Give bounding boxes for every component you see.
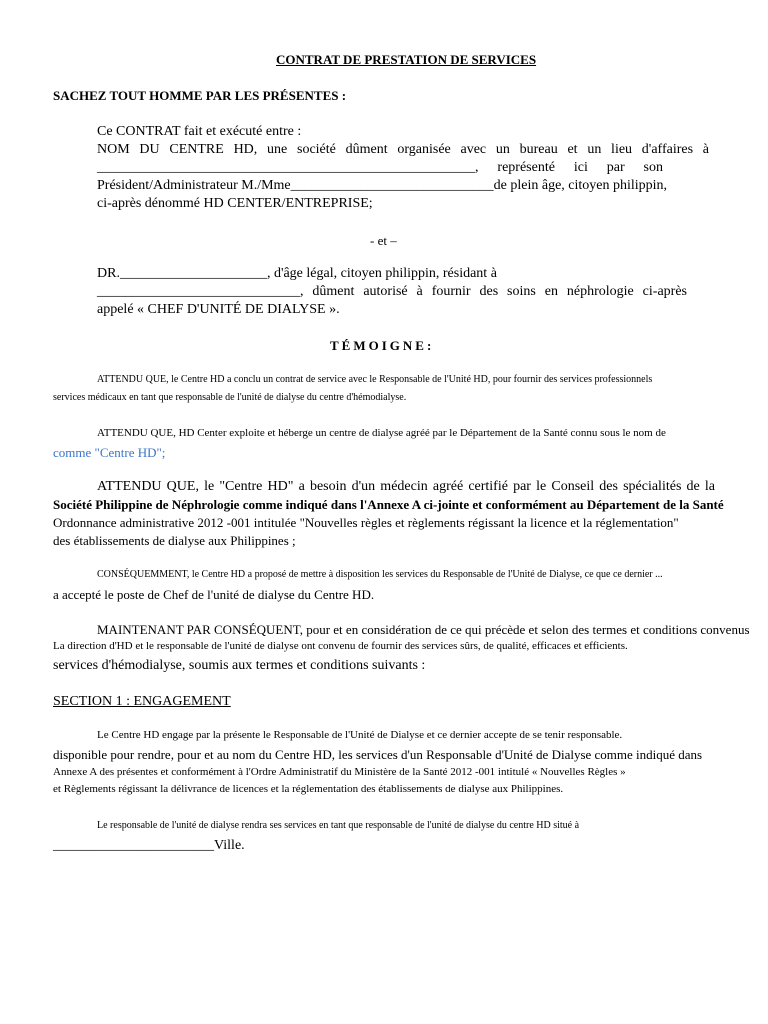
now-therefore-line-1: MAINTENANT PAR CONSÉQUENT, pour et en considération de ce qui précède et selon des termes et conditions convenus [97, 622, 750, 637]
whereas-1-line-2: services médicaux en tant que responsable de l'unité de dialyse du centre d'hémodialyse. [53, 392, 407, 403]
section-1-line-4: et Règlements régissant la délivrance de licences et la réglementation des établissements de dialyse aux Philippines. [53, 783, 564, 795]
parties-line-1: Ce CONTRAT fait et exécuté entre : [97, 124, 302, 139]
section-1-line-3: Annexe A des présentes et conformément à l'Ordre Administratif du Ministère de la Santé 2012 -001 intitulé « Nouvelles Règles » [53, 766, 626, 778]
section-1-heading: SECTION 1 : ENGAGEMENT [53, 694, 231, 709]
whereas-3-line-4: des établissements de dialyse aux Philippines ; [53, 533, 296, 548]
intro-heading: SACHEZ TOUT HOMME PAR LES PRÉSENTES : [53, 88, 347, 103]
whereas-2-line-1: ATTENDU QUE, HD Center exploite et héberge un centre de dialyse agréé par le Département de la Santé connu sous le nom de [97, 427, 666, 439]
whereas-3-line-3: Ordonnance administrative 2012 -001 intitulée "Nouvelles règles et règlements régissant la licence et la réglementation" [53, 515, 679, 530]
section-1-line-2: disponible pour rendre, pour et au nom du Centre HD, les services d'un Responsable d'Unité de Dialyse comme indiqué dans [53, 747, 703, 762]
witness-heading: TÉMOIGNE: [330, 338, 435, 353]
now-therefore-line-2: La direction d'HD et le responsable de l'unité de dialyse ont convenu de fournir des services sûrs, de qualité, efficaces et efficients. [53, 640, 628, 652]
section-1-line-6: _______________________Ville. [53, 838, 245, 853]
consequently-line-2: a accepté le poste de Chef de l'unité de dialyse du Centre HD. [53, 587, 375, 602]
parties-line-7: _____________________________, dûment autorisé à fournir des soins en néphrologie ci-après [97, 284, 687, 299]
section-1-line-1: Le Centre HD engage par la présente le Responsable de l'Unité de Dialyse et ce dernier accepte de se tenir responsable. [97, 729, 623, 741]
parties-line-5: ci-après dénommé HD CENTER/ENTREPRISE; [97, 196, 373, 211]
parties-line-8: appelé « CHEF D'UNITÉ DE DIALYSE ». [97, 302, 340, 317]
document-title: CONTRAT DE PRESTATION DE SERVICES [276, 52, 537, 67]
parties-line-6: DR._____________________, d'âge légal, citoyen philippin, résidant à [97, 266, 497, 281]
parties-line-3: ______________________________________________________, représenté ici par son [97, 160, 663, 175]
parties-separator: - et – [370, 233, 397, 248]
whereas-3-line-2: Société Philippine de Néphrologie comme indiqué dans l'Annexe A ci-jointe et conformément au Département de la Santé [53, 497, 724, 512]
section-1-line-5: Le responsable de l'unité de dialyse rendra ses services en tant que responsable de l'unité de dialyse du centre HD situé à [97, 820, 580, 831]
now-therefore-line-3: services d'hémodialyse, soumis aux termes et conditions suivants : [53, 658, 426, 673]
whereas-2-line-2: comme "Centre HD"; [53, 445, 166, 460]
whereas-1-line-1: ATTENDU QUE, le Centre HD a conclu un contrat de service avec le Responsable de l'Unité HD, pour fournir des services professionnels [97, 374, 653, 385]
consequently-line-1: CONSÉQUEMMENT, le Centre HD a proposé de mettre à disposition les services du Responsable de l'Unité de Dialyse, ce que ce dernier ... [97, 569, 663, 580]
whereas-3-line-1: ATTENDU QUE, le "Centre HD" a besoin d'un médecin agréé certifié par le Conseil des spécialités de la [97, 479, 715, 494]
parties-line-2: NOM DU CENTRE HD, une société dûment organisée avec un bureau et un lieu d'affaires à [97, 142, 709, 157]
parties-line-4: Président/Administrateur M./Mme_____________________________de plein âge, citoyen philippin, [97, 178, 668, 193]
